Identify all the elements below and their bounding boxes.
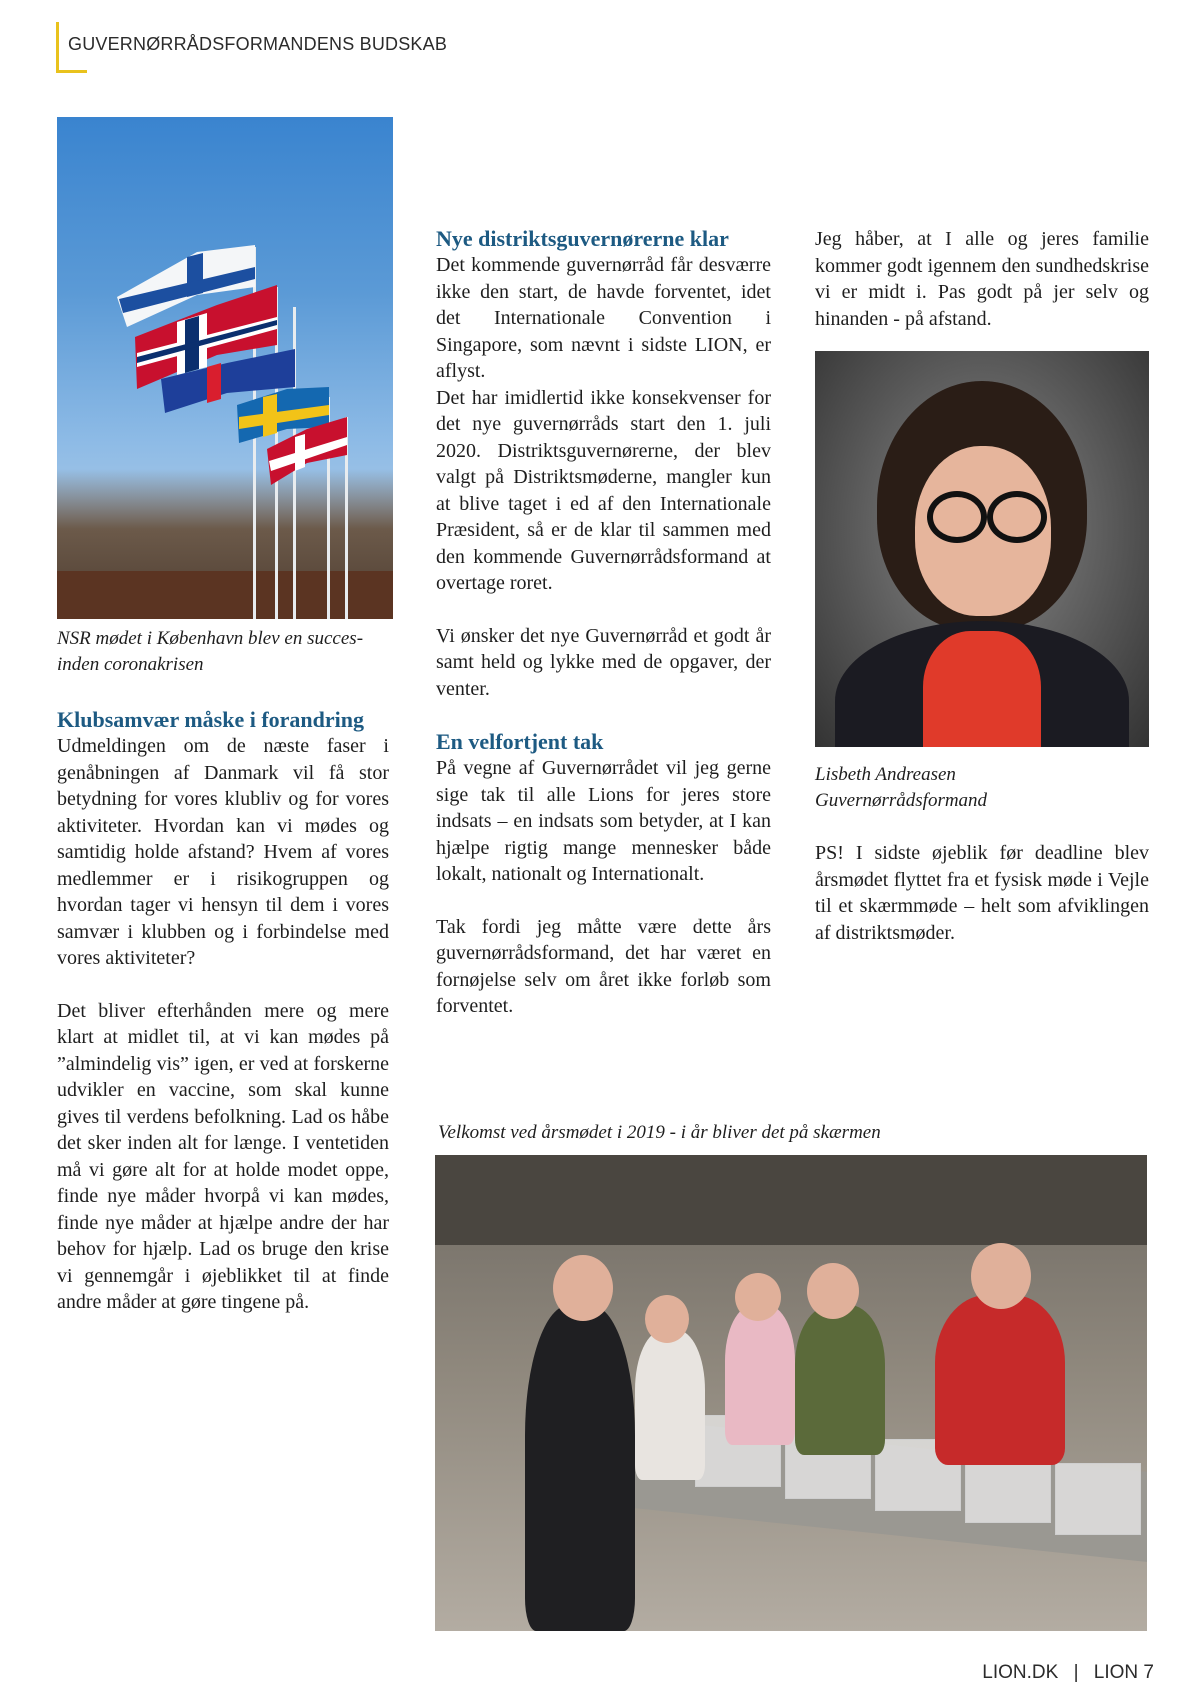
person-pink — [725, 1305, 795, 1445]
glasses-left — [927, 491, 987, 543]
portrait-caption-line: Lisbeth Andreasen — [815, 764, 956, 785]
person-jacket — [525, 1305, 635, 1631]
event-caption: Velkomst ved årsmødet i 2019 - i år bliver det på skærmen — [438, 1122, 881, 1143]
section-title: GUVERNØRRÅDSFORMANDENS BUDSKAB — [68, 34, 448, 54]
page-footer — [982, 1662, 1154, 1684]
paragraph: Det bliver efterhånden mere og mere klart at midlet til, at vi kan mødes på ”almindelig vis” igen, er ved at forskerne udvikler en vaccine, som skal kunne gives til verdens befolkning. Lad os håbe det sker inden alt for længe. I ventetiden må vi gøre alt for at holde modet oppe, finde nye måder hvorpå vi kan mødes, finde nye måder at hjælpe andre der har behov for hjælp. Lad os bruge den krise vi gennemgår i øjeblikket til at finde andre måder at gøre tingene på. — [57, 999, 389, 1313]
column-3-bottom — [815, 840, 1149, 946]
column-3-top — [815, 226, 1149, 332]
event-photo — [435, 1155, 1147, 1631]
paragraph: Jeg håber, at I alle og jeres familie kommer godt igennem den sundhedskrise vi er midt i. Pas godt på jer selv og hinanden - på afstand. — [815, 228, 1149, 330]
column-1 — [57, 706, 389, 1316]
flags-illustration — [57, 117, 393, 619]
person-white — [635, 1330, 705, 1480]
person-head — [735, 1273, 781, 1321]
person-green — [795, 1305, 885, 1455]
paragraph: Det har imidlertid ikke konsekvenser for det nye guvernørråds start den 1. juli 2020. Distriktsguvernørerne, der blev valgt på Distriktsmøderne, mangler kun at blive taget i ed af den Internationale Præsident, så er de klar til sammen med den kommende Guvernørrådsformand at overtage roret. — [436, 386, 771, 594]
person-red-vest — [935, 1295, 1065, 1465]
portrait-shirt — [923, 631, 1041, 747]
person-head — [645, 1295, 689, 1343]
person-head — [971, 1243, 1031, 1309]
paragraph: På vegne af Guvernørrådet vil jeg gerne sige tak til alle Lions for jeres store indsats – en indsats som betyder, at I kan hjælpe rigtig mange mennesker både lokalt, nationalt og Internationalt. — [436, 757, 771, 885]
footer-page: LION 7 — [1093, 1662, 1154, 1683]
flags-caption-line: NSR mødet i København blev en succes- — [57, 628, 364, 649]
paragraph: Tak fordi jeg måtte være dette års guvernørrådsformand, det har været en fornøjelse selv om året ikke forløb som forventet. — [436, 915, 771, 1017]
paragraph: Udmeldingen om de næste faser i genåbningen af Danmark vil få stor betydning for vores klubliv og for vores aktiviteter. Hvordan kan vi mødes og samtidig holde afstand? Hvem af vores medlemmer er i risikogruppen og hvordan tager vi hensyn til dem i vores samvær i klubben og i forbindelse med vores aktiviteter? — [57, 735, 389, 969]
person-head — [807, 1263, 859, 1319]
column-2 — [436, 225, 771, 1020]
heading-klubsamvaer: Klubsamvær måske i forandring — [57, 707, 365, 732]
paragraph: PS! I sidste øjeblik før deadline blev årsmødet flyttet fra et fysisk møde i Vejle til et skærmmøde – helt som afviklingen af distriktsmøder. — [815, 842, 1149, 944]
plastic-box — [1055, 1463, 1141, 1535]
person-head — [553, 1255, 613, 1321]
flags-photo — [57, 117, 393, 619]
event-wall — [435, 1155, 1147, 1245]
portrait-caption — [815, 762, 1149, 814]
glasses-right — [987, 491, 1047, 543]
flags-caption — [57, 626, 397, 678]
portrait-caption-line: Guvernørrådsformand — [815, 790, 988, 811]
portrait-photo — [815, 351, 1149, 747]
flags-caption-line: inden coronakrisen — [57, 654, 204, 675]
paragraph: Vi ønsker det nye Guvernørråd et godt år samt held og lykke med de opgaver, der venter. — [436, 624, 771, 700]
footer-site: LION.DK — [982, 1662, 1059, 1683]
heading-velfortjent-tak: En velfortjent tak — [436, 729, 604, 754]
footer-separator: | — [1073, 1662, 1079, 1683]
heading-nye-distriktsguvernorer: Nye distriktsguvernørerne klar — [436, 226, 729, 251]
paragraph: Det kommende guvernørråd får desværre ikke den start, de havde forventet, idet det Internationale Convention i Singapore, som nævnt i sidste LION, er aflyst. — [436, 254, 771, 382]
